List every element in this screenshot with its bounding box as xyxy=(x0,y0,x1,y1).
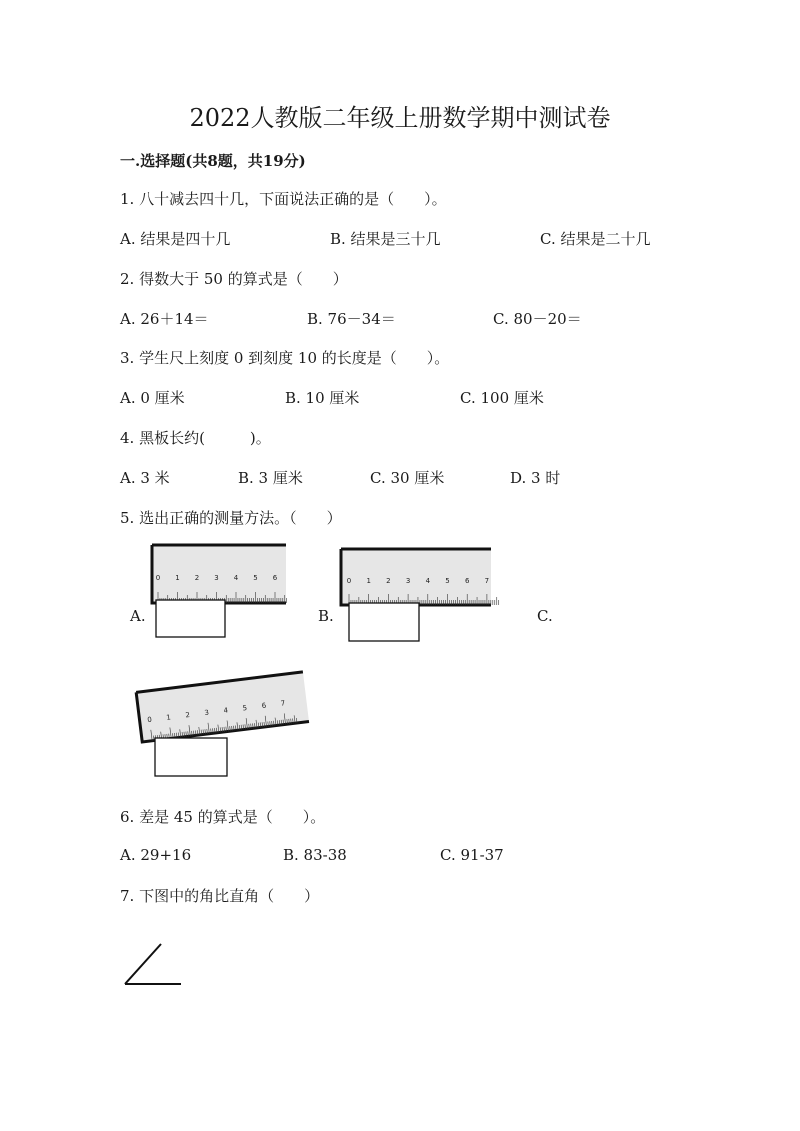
ruler-tick-label: 2 xyxy=(185,711,191,720)
question-6-option-c[interactable]: C. 91-37 xyxy=(440,846,504,864)
question-6-option-b[interactable]: B. 83-38 xyxy=(283,846,347,864)
question-5-option-c[interactable]: C. xyxy=(537,607,553,625)
question-6-option-a[interactable]: A. 29+16 xyxy=(120,846,192,864)
ruler-tick-label: 7 xyxy=(280,699,286,708)
ruler-tick-label: 0 xyxy=(155,574,161,582)
question-2-option-c[interactable]: C. 80－20＝ xyxy=(493,310,582,328)
ruler-tick-label: 3 xyxy=(405,577,411,585)
ruler-tick-label: 6 xyxy=(272,574,278,582)
ruler-tick-label: 5 xyxy=(253,574,258,582)
page-title: 2022人教版二年级上册数学期中测试卷 xyxy=(189,104,611,132)
question-4-option-d[interactable]: D. 3 时 xyxy=(510,469,561,487)
question-1-stem: 1. 八十减去四十几，下面说法正确的是（ ）。 xyxy=(120,190,447,208)
ruler-tick-label: 1 xyxy=(366,577,371,585)
question-7-stem: 7. 下图中的角比直角（ ） xyxy=(120,887,320,905)
question-3-option-b[interactable]: B. 10 厘米 xyxy=(285,389,360,407)
measured-block xyxy=(156,600,225,637)
ruler-tick-label: 4 xyxy=(223,706,229,715)
ruler-figure-c xyxy=(130,670,320,785)
question-5-option-a[interactable]: A. xyxy=(130,607,146,625)
measured-block xyxy=(155,738,227,776)
ruler-tick-label: 2 xyxy=(194,574,200,582)
ruler-tick-label: 6 xyxy=(464,577,470,585)
ruler-tick-label: 5 xyxy=(242,703,248,713)
question-6-stem: 6. 差是 45 的算式是（ ）。 xyxy=(120,808,326,826)
measured-block xyxy=(349,603,419,641)
question-3-option-c[interactable]: C. 100 厘米 xyxy=(460,389,544,407)
question-1-option-a[interactable]: A. 结果是四十几 xyxy=(120,230,231,248)
ruler-tick-label: 3 xyxy=(214,574,219,582)
question-5-option-b[interactable]: B. xyxy=(318,607,334,625)
ruler-tick-label: 0 xyxy=(146,715,153,725)
question-4-option-c[interactable]: C. 30 厘米 xyxy=(370,469,445,487)
angle-figure xyxy=(120,940,190,990)
ruler-tick-label: 7 xyxy=(484,577,490,585)
angle-rays xyxy=(125,944,181,984)
ruler-tick-label: 4 xyxy=(233,574,239,582)
ruler-tick-label: 1 xyxy=(165,713,172,722)
question-4-stem: 4. 黑板长约( )。 xyxy=(120,429,271,447)
ruler-figure-b xyxy=(335,545,495,645)
question-2-stem: 2. 得数大于 50 的算式是（ ） xyxy=(120,270,348,288)
question-5-stem: 5. 选出正确的测量方法。（ ） xyxy=(120,509,342,527)
question-4-option-b[interactable]: B. 3 厘米 xyxy=(238,469,303,487)
ruler-tick-label: 3 xyxy=(204,708,210,718)
ruler-tick-label: 4 xyxy=(425,577,431,585)
ruler-tick-label: 0 xyxy=(346,577,352,585)
ruler-figure-a xyxy=(140,540,290,645)
section-heading: 一.选择题(共8题，共19分) xyxy=(120,152,306,170)
question-4-option-a[interactable]: A. 3 米 xyxy=(120,469,170,487)
question-3-stem: 3. 学生尺上刻度 0 到刻度 10 的长度是（ ）。 xyxy=(120,349,450,367)
ruler-tick-label: 1 xyxy=(175,574,180,582)
question-1-option-c[interactable]: C. 结果是二十几 xyxy=(540,230,651,248)
ruler-tick-label: 6 xyxy=(261,701,267,711)
question-2-option-b[interactable]: B. 76－34＝ xyxy=(307,310,396,328)
question-2-option-a[interactable]: A. 26＋14＝ xyxy=(120,310,209,328)
question-1-option-b[interactable]: B. 结果是三十几 xyxy=(330,230,441,248)
ruler-tick-label: 2 xyxy=(386,577,391,585)
ruler-tick-label: 5 xyxy=(445,577,450,585)
question-3-option-a[interactable]: A. 0 厘米 xyxy=(120,389,185,407)
ruler-shadow xyxy=(152,545,286,603)
